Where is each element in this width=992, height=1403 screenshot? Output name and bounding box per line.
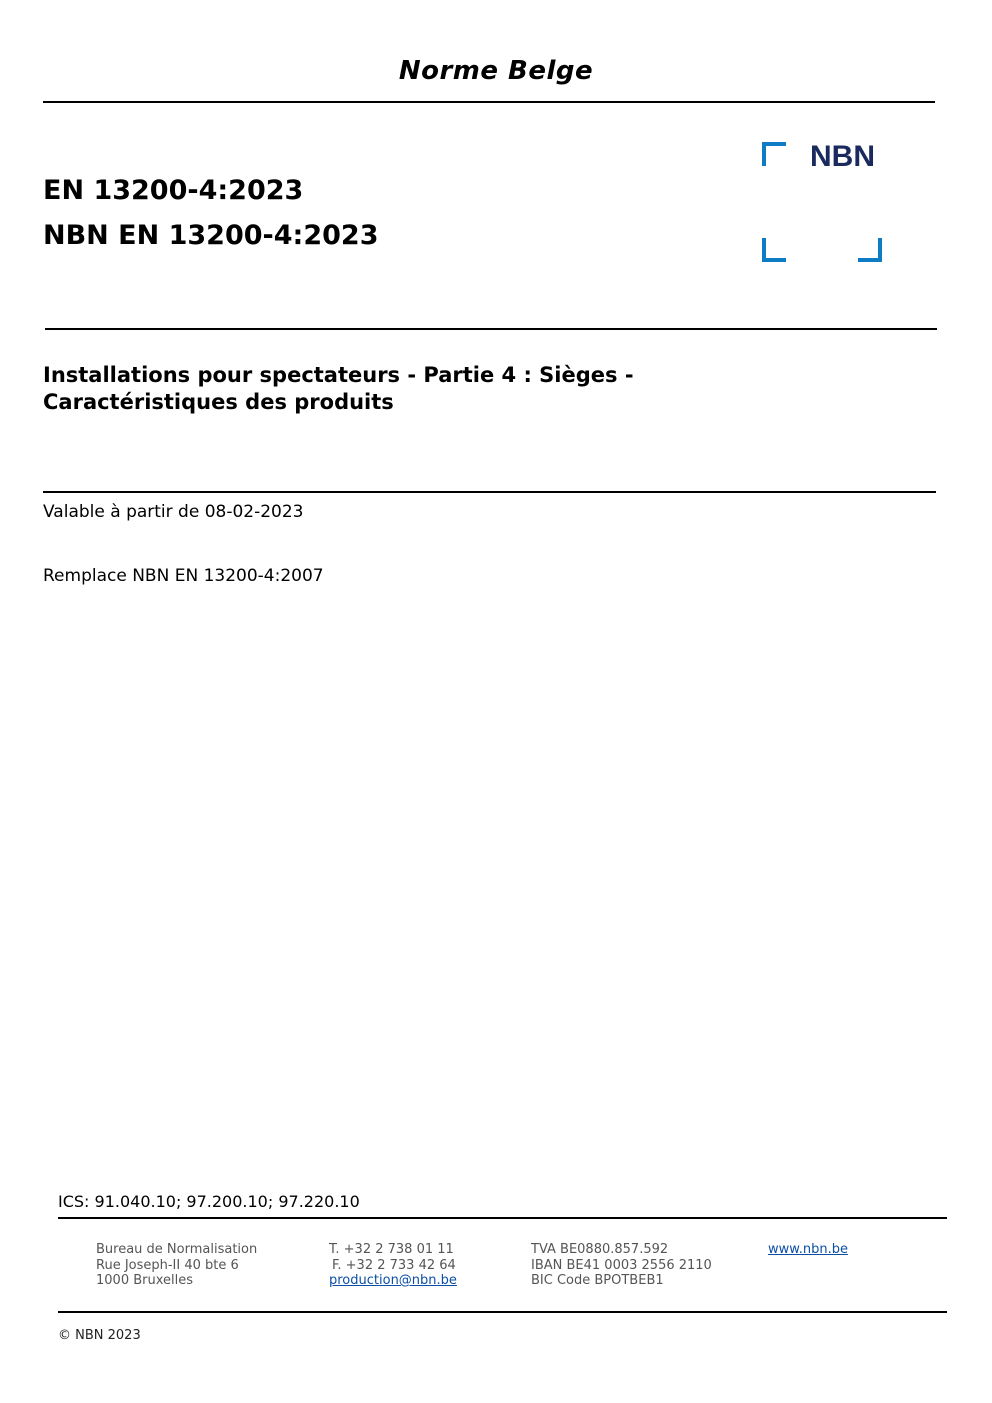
email-link[interactable]: production@nbn.be <box>329 1273 457 1288</box>
footer-top-divider <box>58 1217 947 1219</box>
address-line-3: 1000 Bruxelles <box>96 1273 194 1288</box>
bic-code: BIC Code BPOTBEB1 <box>531 1273 664 1288</box>
copyright-text: © NBN 2023 <box>58 1328 141 1343</box>
nbn-logo-graphic <box>762 142 886 264</box>
iban-number: IBAN BE41 0003 2556 2110 <box>531 1257 712 1273</box>
address-line-1: Bureau de Normalisation <box>96 1242 258 1257</box>
subject-line-2: Caractéristiques des produits <box>43 390 394 414</box>
replaces-text: Remplace NBN EN 13200-4:2007 <box>43 566 324 586</box>
ics-codes: ICS: 91.040.10; 97.200.10; 97.220.10 <box>58 1192 360 1211</box>
logo-bracket-bottom-left <box>764 238 786 260</box>
footer-contact <box>329 1242 457 1289</box>
logo-text: NBN <box>810 142 875 173</box>
subject-line-1: Installations pour spectateurs - Partie 4 : Sièges - <box>43 363 634 387</box>
page-header-title: Norme Belge <box>398 56 594 86</box>
footer-bank <box>531 1242 712 1289</box>
footer-address <box>96 1242 257 1289</box>
standard-code-en: EN 13200-4:2023 <box>43 175 304 206</box>
logo-bracket-bottom-right <box>858 238 880 260</box>
subject-divider <box>43 491 936 493</box>
title-divider <box>45 328 937 330</box>
nbn-logo <box>762 142 886 264</box>
vat-number: TVA BE0880.857.592 <box>531 1242 669 1257</box>
fax-number: F. +32 2 733 42 64 <box>332 1257 456 1273</box>
website-link[interactable]: www.nbn.be <box>768 1242 848 1257</box>
footer-bottom-divider <box>58 1311 947 1313</box>
header-divider <box>43 101 935 103</box>
valid-from-text: Valable à partir de 08-02-2023 <box>43 502 304 522</box>
footer-website <box>768 1242 848 1258</box>
address-line-2: Rue Joseph-II 40 bte 6 <box>96 1257 239 1273</box>
document-subject <box>43 362 803 416</box>
standard-code-nbn: NBN EN 13200-4:2023 <box>43 220 379 251</box>
logo-bracket-top-left <box>764 144 786 166</box>
phone-number: T. +32 2 738 01 11 <box>329 1242 454 1257</box>
